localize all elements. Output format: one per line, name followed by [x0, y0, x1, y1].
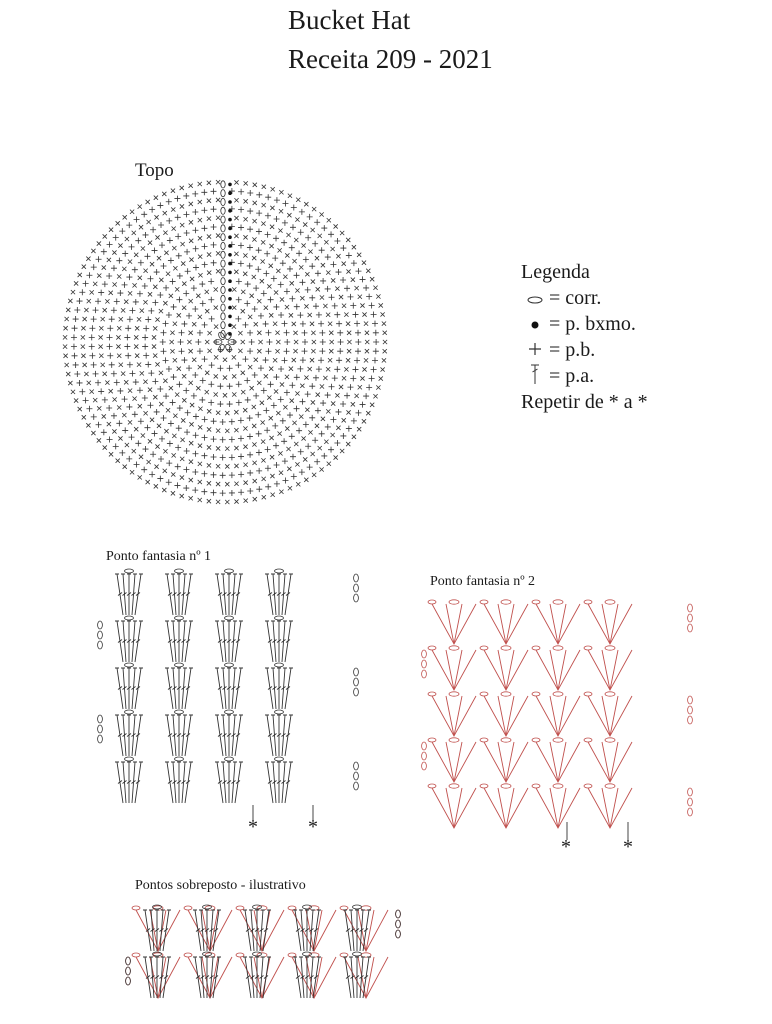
legend-title: Legenda — [521, 261, 590, 283]
sobreposto-label: Pontos sobreposto - ilustrativo — [135, 878, 306, 893]
legend-item-text: = p.b. — [549, 339, 596, 361]
fantasia1-chart — [98, 569, 359, 803]
legend-item-text: = p.a. — [549, 365, 595, 388]
fantasia2-label: Ponto fantasia nº 2 — [430, 574, 536, 589]
legend-item-text: = p. bxmo. — [549, 313, 636, 335]
repeat-star: * — [561, 836, 571, 858]
legend-repeat-note: Repetir de * a * — [521, 391, 648, 413]
page-title: Bucket Hat — [288, 5, 411, 35]
repeat-star: * — [248, 816, 258, 838]
round-top-chart — [61, 178, 389, 506]
fantasia2-chart — [422, 600, 693, 828]
repeat-star: * — [623, 836, 633, 858]
sobreposto-dark — [126, 905, 401, 998]
fantasia1-label: Ponto fantasia nº 1 — [106, 549, 212, 564]
repeat-star: * — [308, 816, 318, 838]
top-diagram-label: Topo — [135, 160, 174, 181]
page-subtitle: Receita 209 - 2021 — [288, 44, 493, 74]
legend-item-text: = corr. — [549, 287, 602, 309]
